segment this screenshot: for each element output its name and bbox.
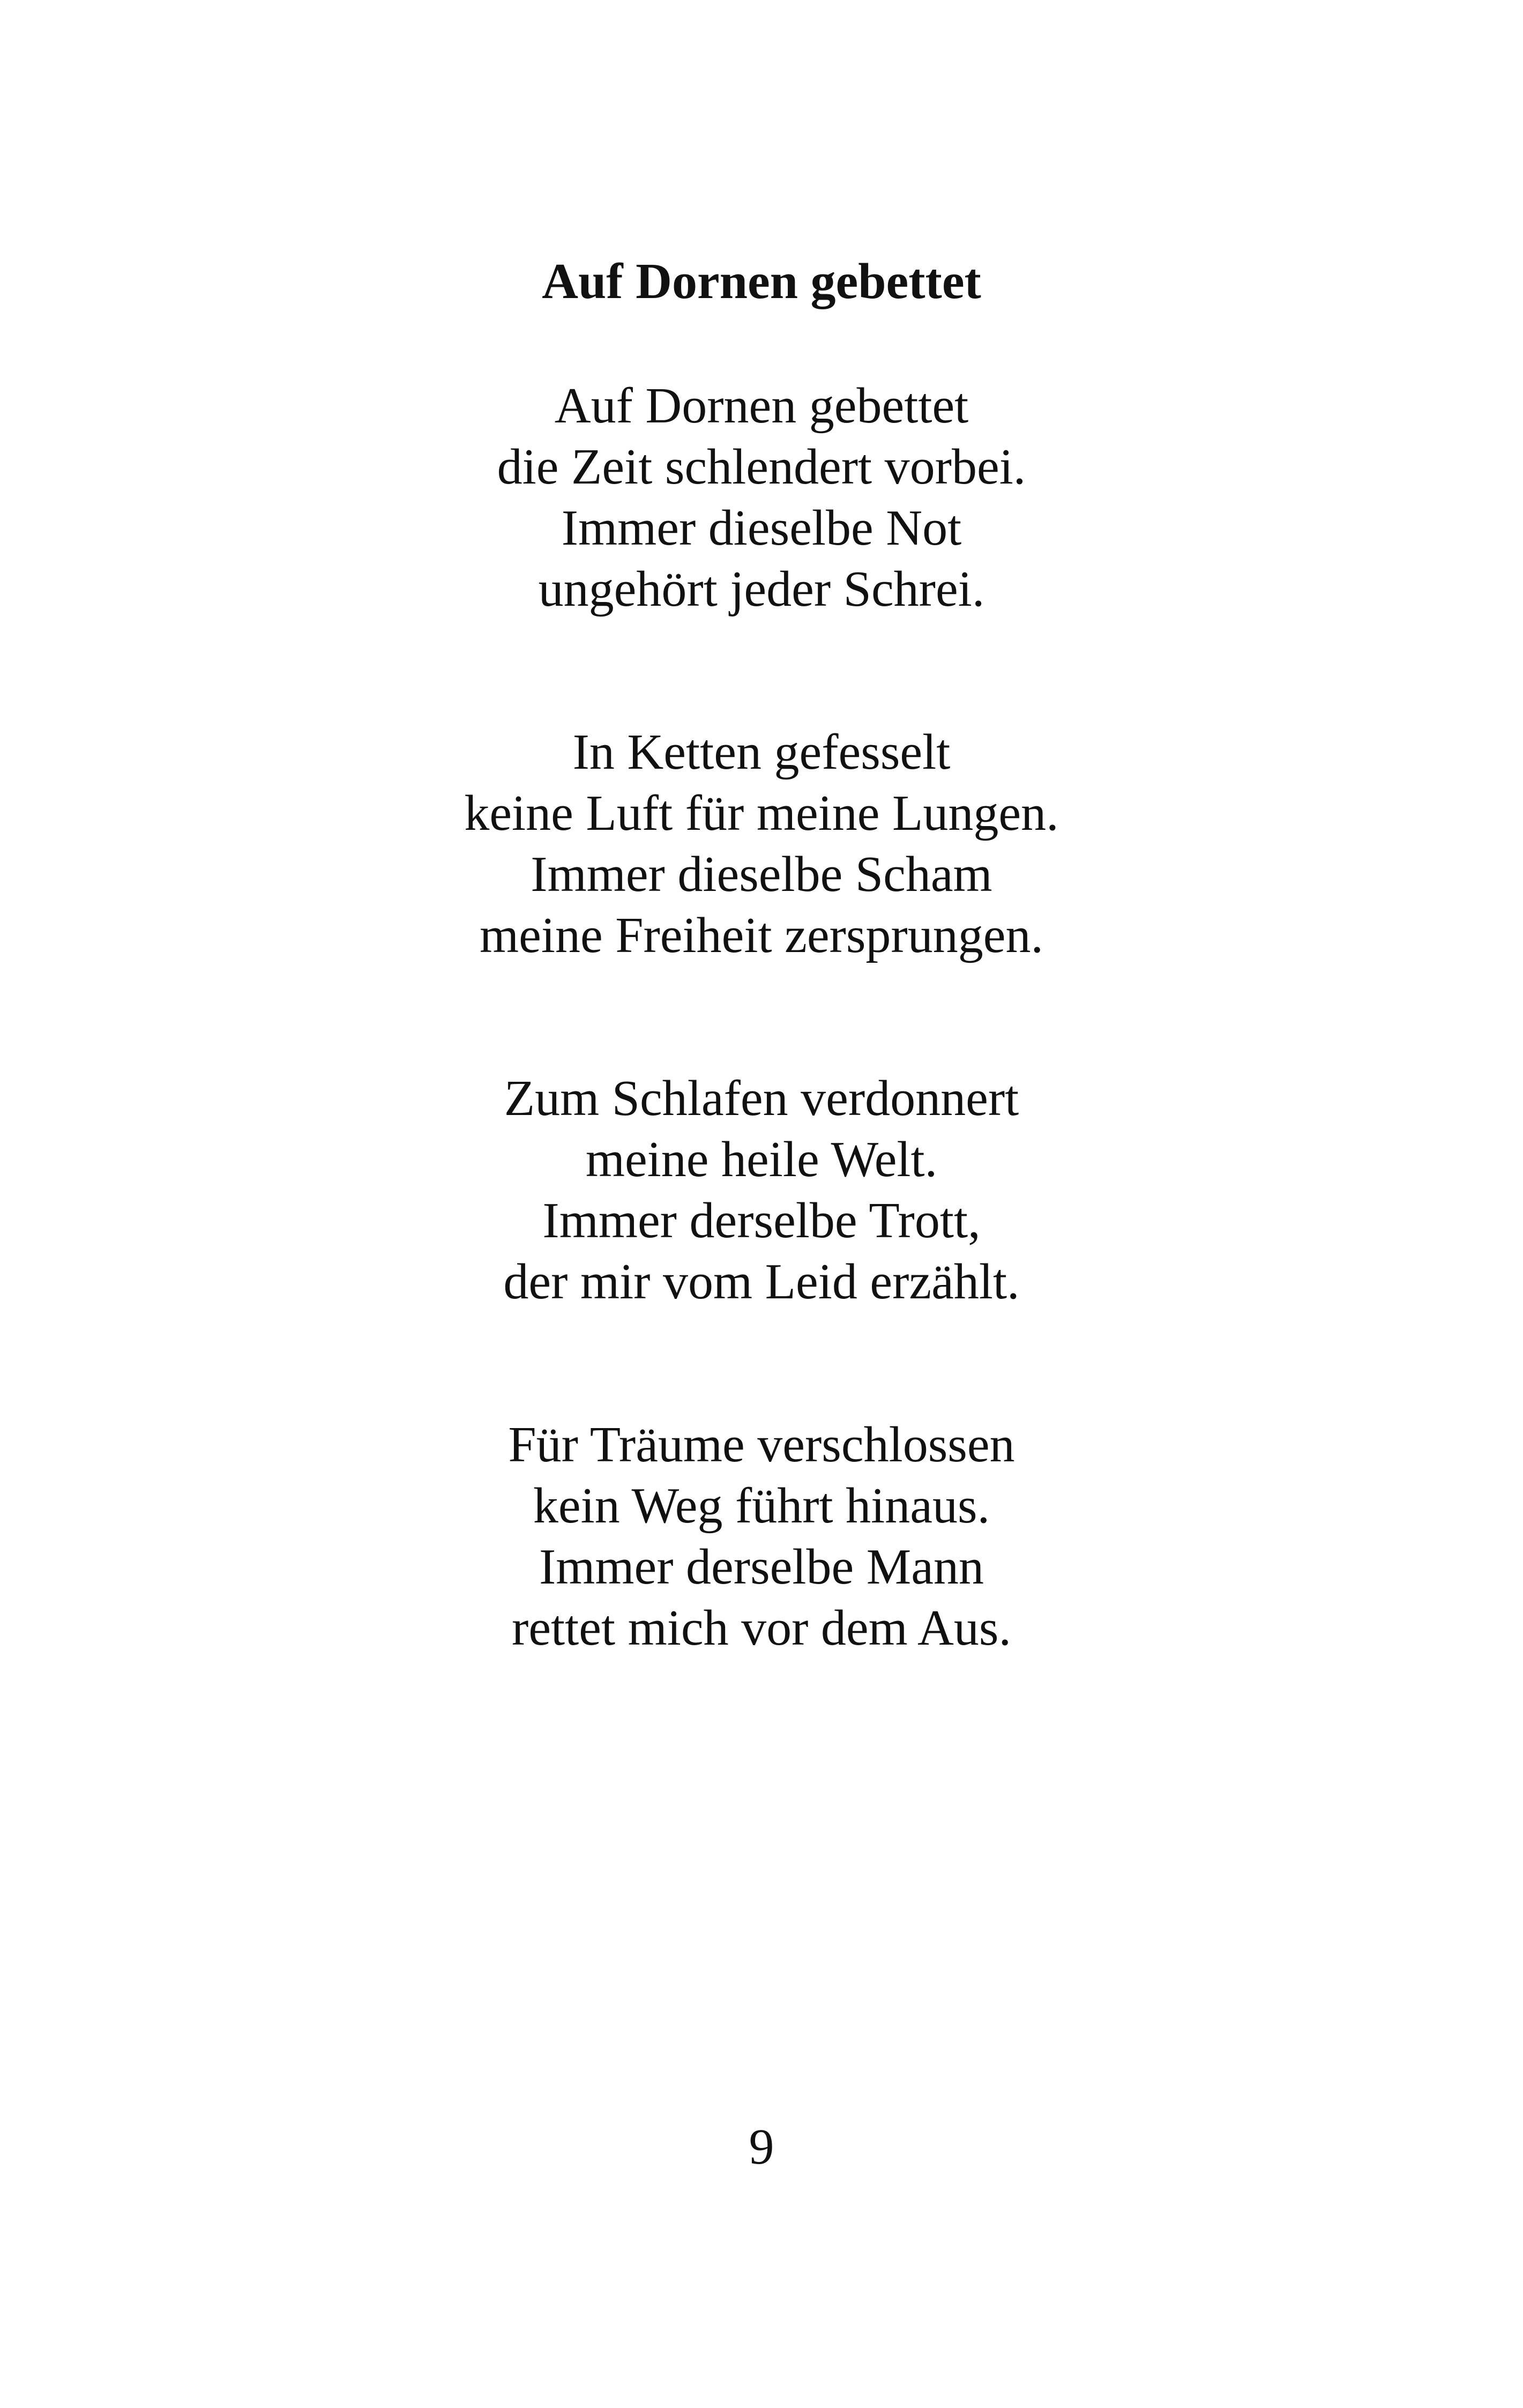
poem-line: ungehört jeder Schrei.	[538, 561, 985, 617]
poem-line: der mir vom Leid erzählt.	[503, 1254, 1020, 1310]
page-number: 9	[749, 2119, 774, 2175]
poem-line: meine Freiheit zersprungen.	[480, 908, 1043, 963]
poem-line: Immer dieselbe Not	[561, 500, 962, 556]
stanza-2	[0, 722, 1523, 966]
poem-line: Immer derselbe Trott,	[542, 1193, 981, 1248]
stanza-3	[0, 1068, 1523, 1312]
poem-title: Auf Dornen gebettet	[542, 254, 981, 309]
poem-line: Immer derselbe Mann	[539, 1539, 984, 1595]
poem-body	[0, 375, 1523, 1760]
poem-line: Immer dieselbe Scham	[531, 846, 992, 902]
poem-line: Auf Dornen gebettet	[554, 378, 969, 434]
poem-line: In Ketten gefesselt	[572, 724, 951, 780]
poem-line: die Zeit schlendert vorbei.	[497, 439, 1026, 495]
poem-line: keine Luft für meine Lungen.	[464, 785, 1059, 841]
poem-line: meine heile Welt.	[585, 1132, 938, 1187]
poem-line: Zum Schlafen verdonnert	[504, 1071, 1019, 1126]
poem-line: rettet mich vor dem Aus.	[512, 1600, 1011, 1656]
poem-line: kein Weg führt hinaus.	[533, 1478, 990, 1534]
stanza-1	[0, 375, 1523, 620]
poem-line: Für Träume verschlossen	[508, 1417, 1015, 1473]
stanza-4	[0, 1414, 1523, 1659]
